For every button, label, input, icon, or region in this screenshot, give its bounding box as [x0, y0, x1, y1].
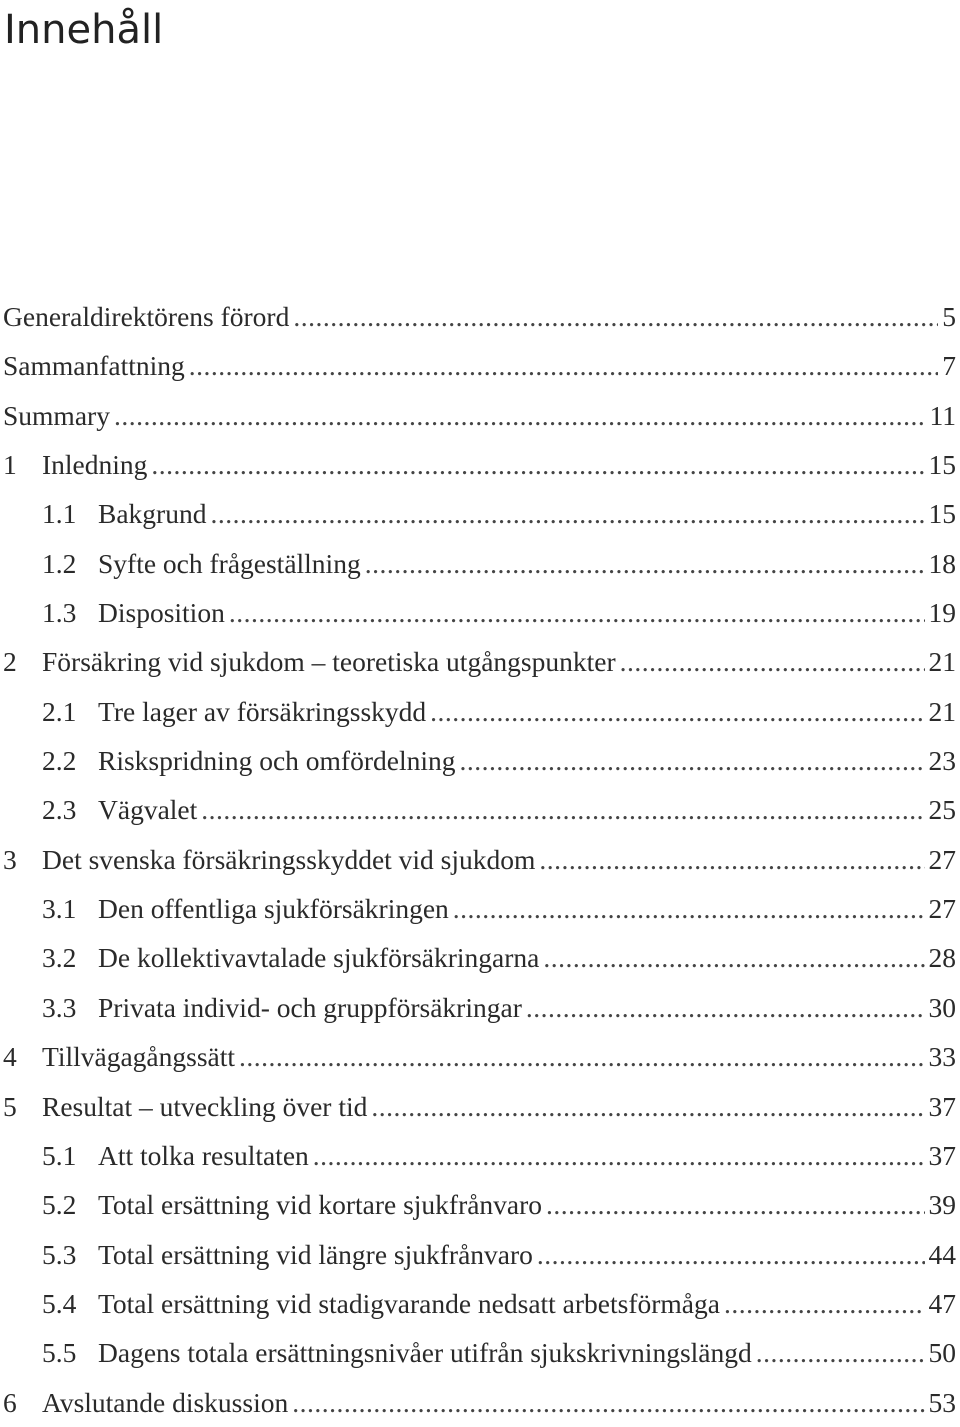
toc-entry-page: 19 — [929, 588, 960, 637]
toc-entry[interactable] — [0, 1279, 960, 1328]
toc-entry-title: Total ersättning vid stadigvarande nedsatt arbetsförmåga — [98, 1279, 720, 1328]
toc-entry-page: 33 — [929, 1032, 960, 1081]
toc-entry[interactable] — [0, 440, 960, 489]
dot-leader — [459, 736, 924, 785]
dot-leader — [543, 933, 924, 982]
dot-leader — [292, 1378, 924, 1427]
toc-entry[interactable] — [0, 736, 960, 785]
dot-leader — [620, 637, 925, 686]
dot-leader — [189, 341, 938, 390]
dot-leader — [539, 835, 924, 884]
toc-entry-title: Inledning — [42, 440, 147, 489]
toc-entry-page: 15 — [929, 489, 960, 538]
toc-entry-number: 1.2 — [42, 539, 98, 588]
dot-leader — [724, 1279, 925, 1328]
toc-entry-page: 18 — [929, 539, 960, 588]
toc-entry-number: 5.5 — [42, 1328, 98, 1377]
toc-entry-number: 3 — [3, 835, 42, 884]
toc-entry-page: 47 — [929, 1279, 960, 1328]
toc-entry-number: 5.4 — [42, 1279, 98, 1328]
toc-entry[interactable] — [0, 341, 960, 390]
toc-entry-page: 25 — [929, 785, 960, 834]
toc-entry-number: 4 — [3, 1032, 42, 1081]
toc-entry-number: 5.2 — [42, 1180, 98, 1229]
toc-entry-number: 5.3 — [42, 1230, 98, 1279]
toc-entry-page: 37 — [929, 1082, 960, 1131]
dot-leader — [430, 687, 924, 736]
toc-entry-number: 3.1 — [42, 884, 98, 933]
toc-entry-title: Avslutande diskussion — [42, 1378, 288, 1427]
toc-entry-title: Generaldirektörens förord — [3, 292, 289, 341]
toc-entry[interactable] — [0, 933, 960, 982]
toc-entry[interactable] — [0, 1328, 960, 1377]
page-title: Innehåll — [4, 4, 163, 56]
table-of-contents — [0, 292, 960, 1427]
toc-entry-number: 6 — [3, 1378, 42, 1427]
toc-entry-title: Resultat – utveckling över tid — [42, 1082, 367, 1131]
toc-entry[interactable] — [0, 983, 960, 1032]
toc-entry-title: Syfte och frågeställning — [98, 539, 361, 588]
dot-leader — [546, 1180, 924, 1229]
toc-entry-title: Tre lager av försäkringsskydd — [98, 687, 426, 736]
toc-entry[interactable] — [0, 489, 960, 538]
toc-entry-title: Privata individ- och gruppförsäkringar — [98, 983, 522, 1032]
dot-leader — [293, 292, 938, 341]
toc-entry-title: Total ersättning vid längre sjukfrånvaro — [98, 1230, 533, 1279]
dot-leader — [201, 785, 924, 834]
toc-entry-page: 27 — [929, 835, 960, 884]
toc-entry-number: 1 — [3, 440, 42, 489]
toc-entry-number: 3.2 — [42, 933, 98, 982]
dot-leader — [756, 1328, 925, 1377]
dot-leader — [114, 391, 926, 440]
dot-leader — [453, 884, 925, 933]
toc-entry-page: 30 — [929, 983, 960, 1032]
toc-entry[interactable] — [0, 1032, 960, 1081]
toc-entry-page: 11 — [930, 391, 960, 440]
toc-entry[interactable] — [0, 292, 960, 341]
toc-entry-page: 21 — [929, 687, 960, 736]
toc-entry-number: 5 — [3, 1082, 42, 1131]
toc-entry[interactable] — [0, 588, 960, 637]
toc-entry-title: Summary — [3, 391, 110, 440]
toc-entry-page: 23 — [929, 736, 960, 785]
toc-entry-title: Tillvägagångssätt — [42, 1032, 235, 1081]
toc-entry-page: 28 — [929, 933, 960, 982]
toc-entry[interactable] — [0, 687, 960, 736]
toc-entry-page: 44 — [929, 1230, 960, 1279]
dot-leader — [526, 983, 925, 1032]
toc-entry[interactable] — [0, 637, 960, 686]
toc-entry[interactable] — [0, 1180, 960, 1229]
toc-entry-number: 2.1 — [42, 687, 98, 736]
toc-entry-title: Disposition — [98, 588, 225, 637]
toc-entry[interactable] — [0, 391, 960, 440]
toc-entry-number: 1.3 — [42, 588, 98, 637]
toc-entry-title: Bakgrund — [98, 489, 206, 538]
toc-entry-page: 15 — [929, 440, 960, 489]
dot-leader — [371, 1082, 924, 1131]
toc-entry[interactable] — [0, 884, 960, 933]
toc-entry-page: 21 — [929, 637, 960, 686]
toc-entry-title: Att tolka resultaten — [98, 1131, 309, 1180]
toc-entry-number: 2.2 — [42, 736, 98, 785]
toc-entry[interactable] — [0, 1082, 960, 1131]
toc-entry-page: 50 — [929, 1328, 960, 1377]
toc-entry-page: 37 — [929, 1131, 960, 1180]
dot-leader — [313, 1131, 925, 1180]
toc-entry[interactable] — [0, 835, 960, 884]
toc-entry-title: Den offentliga sjukförsäkringen — [98, 884, 449, 933]
toc-entry[interactable] — [0, 1378, 960, 1427]
toc-entry-page: 27 — [929, 884, 960, 933]
toc-entry-title: Riskspridning och omfördelning — [98, 736, 455, 785]
toc-entry-number: 2.3 — [42, 785, 98, 834]
dot-leader — [210, 489, 924, 538]
dot-leader — [365, 539, 925, 588]
toc-entry-page: 7 — [942, 341, 960, 390]
toc-entry-page: 53 — [929, 1378, 960, 1427]
toc-entry-title: Det svenska försäkringsskyddet vid sjukdom — [42, 835, 535, 884]
toc-entry-title: Vägvalet — [98, 785, 197, 834]
dot-leader — [537, 1230, 925, 1279]
toc-entry-page: 5 — [942, 292, 960, 341]
toc-entry[interactable] — [0, 1131, 960, 1180]
toc-entry[interactable] — [0, 539, 960, 588]
toc-entry-title: Sammanfattning — [3, 341, 185, 390]
toc-entry[interactable] — [0, 785, 960, 834]
toc-entry[interactable] — [0, 1230, 960, 1279]
toc-entry-title: Dagens totala ersättningsnivåer utifrån sjukskrivningslängd — [98, 1328, 752, 1377]
dot-leader — [229, 588, 925, 637]
dot-leader — [239, 1032, 924, 1081]
toc-entry-number: 2 — [3, 637, 42, 686]
toc-entry-page: 39 — [929, 1180, 960, 1229]
toc-entry-title: Försäkring vid sjukdom – teoretiska utgångspunkter — [42, 637, 616, 686]
toc-entry-title: De kollektivavtalade sjukförsäkringarna — [98, 933, 539, 982]
toc-entry-number: 1.1 — [42, 489, 98, 538]
toc-entry-title: Total ersättning vid kortare sjukfrånvaro — [98, 1180, 542, 1229]
toc-entry-number: 3.3 — [42, 983, 98, 1032]
dot-leader — [151, 440, 924, 489]
toc-entry-number: 5.1 — [42, 1131, 98, 1180]
